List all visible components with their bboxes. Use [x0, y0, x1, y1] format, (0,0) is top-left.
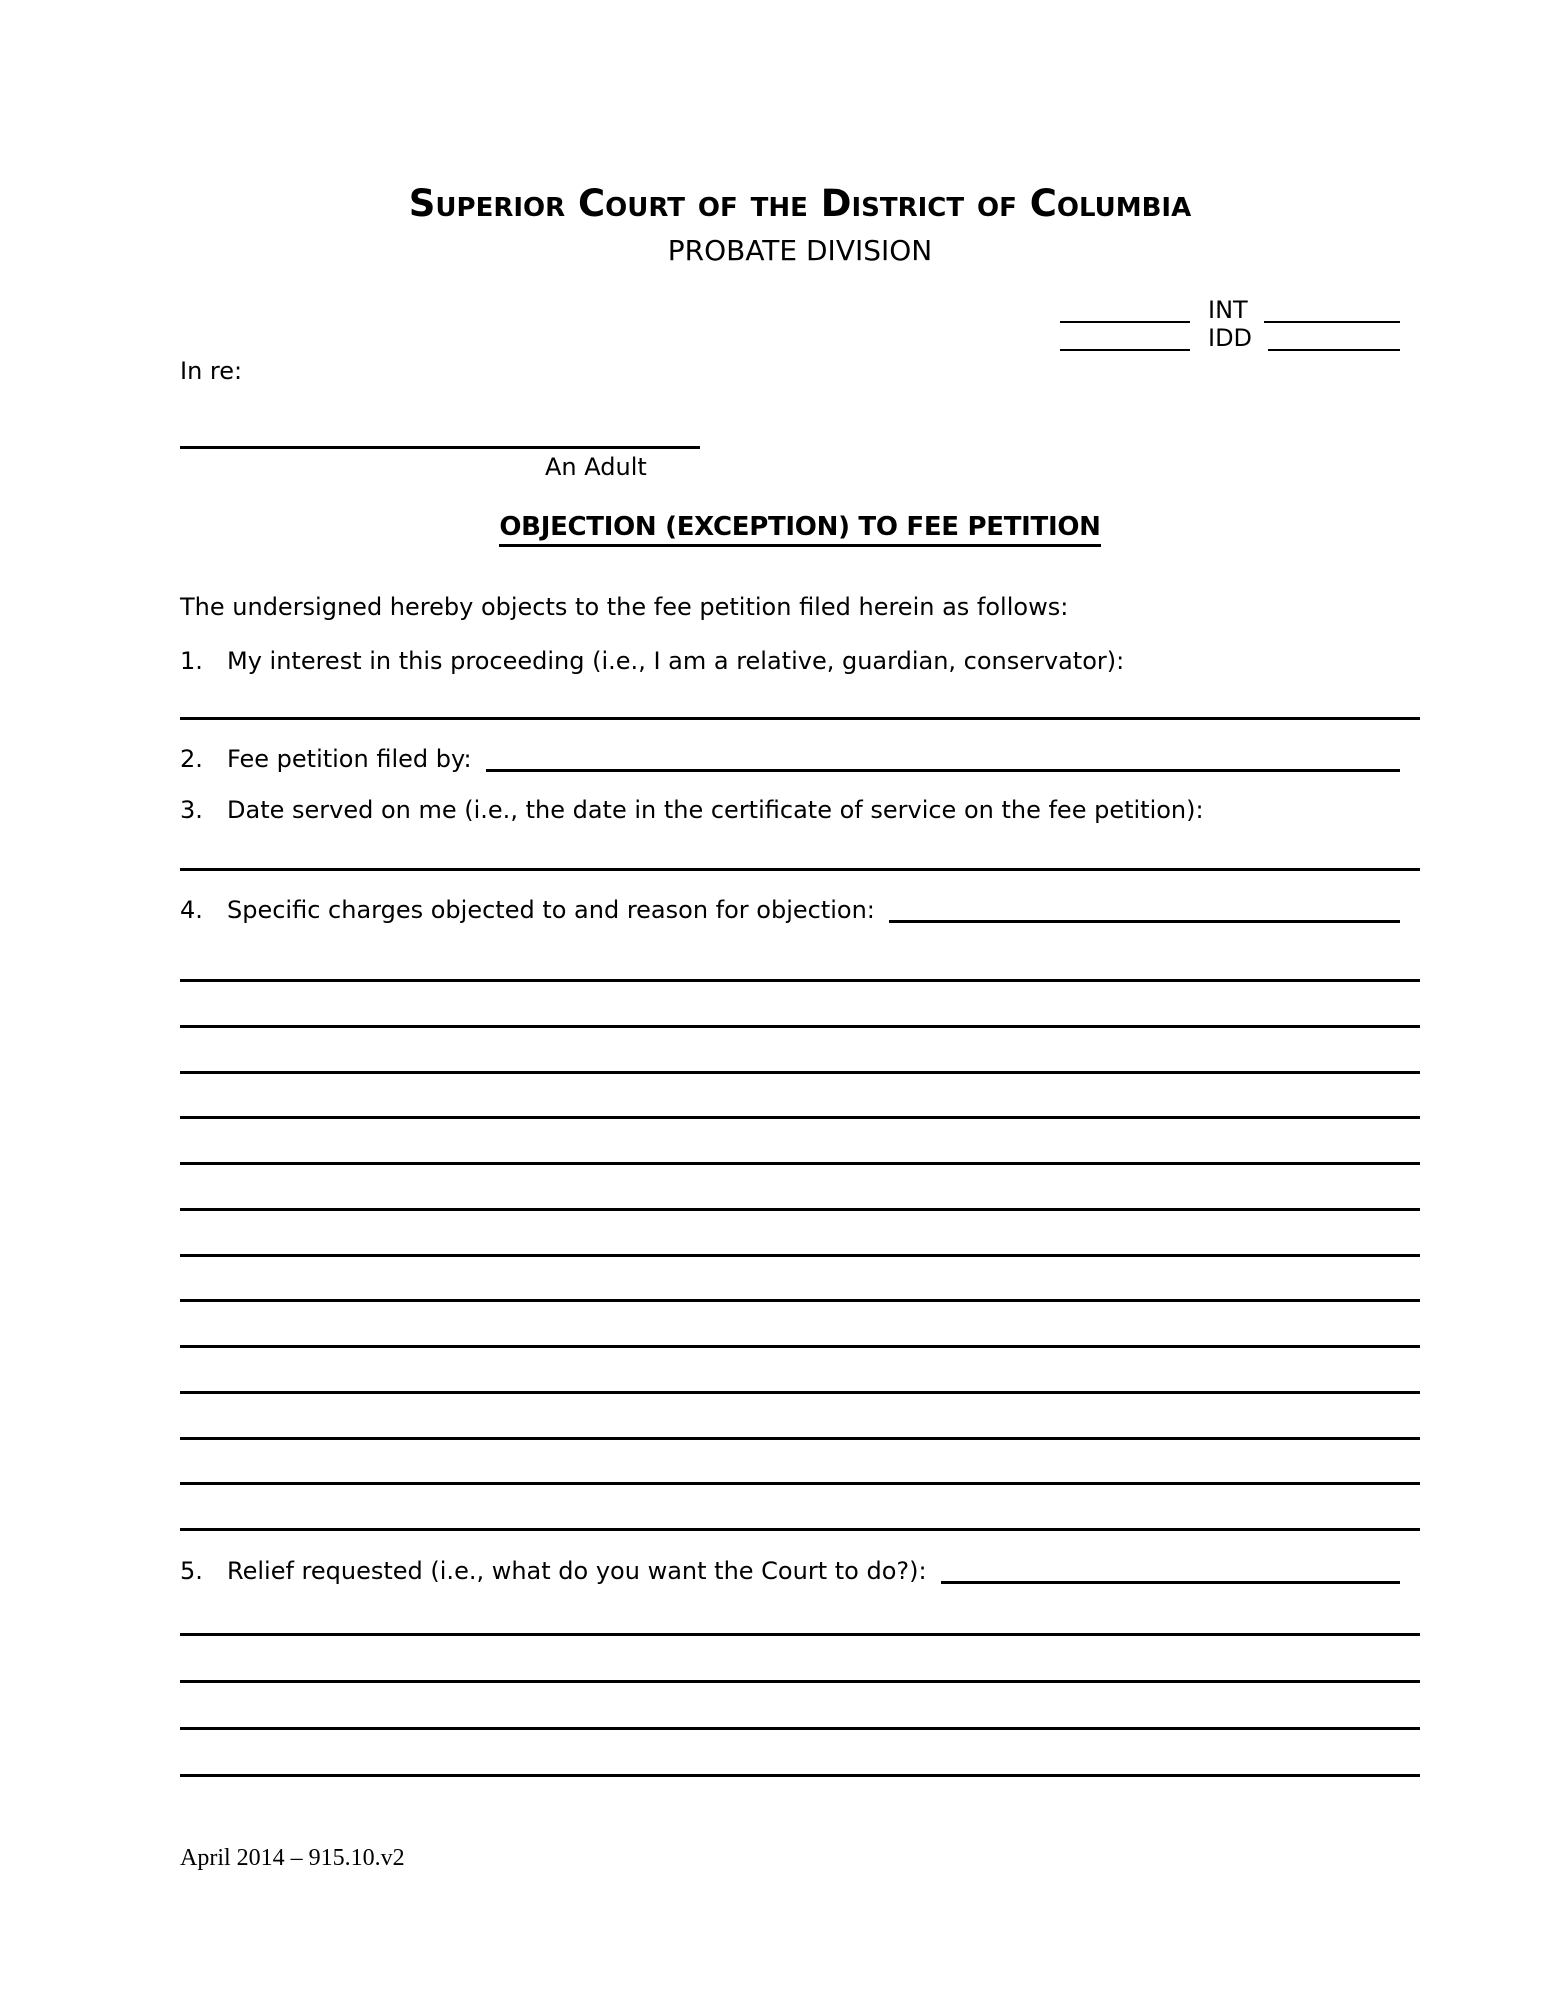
- respondent-name-blank: [180, 418, 700, 449]
- idd-label: IDD: [1208, 324, 1253, 352]
- blank-line: [180, 1633, 1420, 1636]
- form-title-row: [180, 512, 1420, 547]
- int-left-blank: [1060, 301, 1190, 323]
- blank-line: [180, 868, 1420, 871]
- blank-line: [180, 1391, 1420, 1394]
- blank-line: [180, 717, 1420, 720]
- item-4: [180, 895, 1400, 925]
- blank-line: [180, 1345, 1420, 1348]
- form-title: OBJECTION (EXCEPTION) TO FEE PETITION: [499, 512, 1100, 547]
- blank-line: [180, 1437, 1420, 1440]
- in-re-label: In re:: [180, 357, 243, 385]
- form-version-footer: April 2014 – 915.10.v2: [180, 1845, 405, 1871]
- item-4-text: Specific charges objected to and reason for objection:: [227, 896, 875, 924]
- item-5-number: 5.: [180, 1557, 203, 1585]
- blank-line: [180, 1254, 1420, 1257]
- item-5: [180, 1556, 1400, 1586]
- blank-line: [180, 979, 1420, 982]
- idd-right-blank: [1268, 329, 1400, 351]
- item-3-text: Date served on me (i.e., the date in the certificate of service on the fee petition):: [227, 796, 1204, 824]
- item-1-text: My interest in this proceeding (i.e., I am a relative, guardian, conservator):: [227, 647, 1125, 675]
- item-4-blank: [889, 898, 1400, 923]
- item-5-blank: [941, 1559, 1400, 1584]
- blank-line: [180, 1299, 1420, 1302]
- item-2-number: 2.: [180, 745, 203, 773]
- item-2: [180, 744, 1400, 774]
- item-3: [180, 795, 1400, 825]
- blank-line: [180, 1727, 1420, 1730]
- blank-line: [180, 1774, 1420, 1777]
- item-3-number: 3.: [180, 796, 203, 824]
- item-2-text: Fee petition filed by:: [227, 745, 472, 773]
- item-5-text: Relief requested (i.e., what do you want the Court to do?):: [227, 1557, 927, 1585]
- item-1: [180, 646, 1400, 676]
- item-1-number: 1.: [180, 647, 203, 675]
- int-right-blank: [1264, 301, 1400, 323]
- blank-line: [180, 1025, 1420, 1028]
- blank-line: [180, 1071, 1420, 1074]
- item-4-number: 4.: [180, 896, 203, 924]
- blank-line: [180, 1482, 1420, 1485]
- blank-line: [180, 1680, 1420, 1683]
- idd-row: [1060, 325, 1400, 351]
- blank-line: [180, 1528, 1420, 1531]
- case-id-block: [1060, 297, 1400, 351]
- blank-line: [180, 1162, 1420, 1165]
- item-2-blank: [486, 747, 1400, 772]
- int-label: INT: [1208, 296, 1248, 324]
- division-subtitle: PROBATE DIVISION: [667, 234, 933, 267]
- court-title: Superior Court of the District of Columbia: [408, 182, 1192, 225]
- intro-paragraph: The undersigned hereby objects to the fee petition filed herein as follows:: [180, 593, 1069, 621]
- blank-line: [180, 1208, 1420, 1211]
- an-adult-label: An Adult: [545, 453, 647, 481]
- idd-left-blank: [1060, 329, 1190, 351]
- int-row: [1060, 297, 1400, 323]
- blank-line: [180, 1116, 1420, 1119]
